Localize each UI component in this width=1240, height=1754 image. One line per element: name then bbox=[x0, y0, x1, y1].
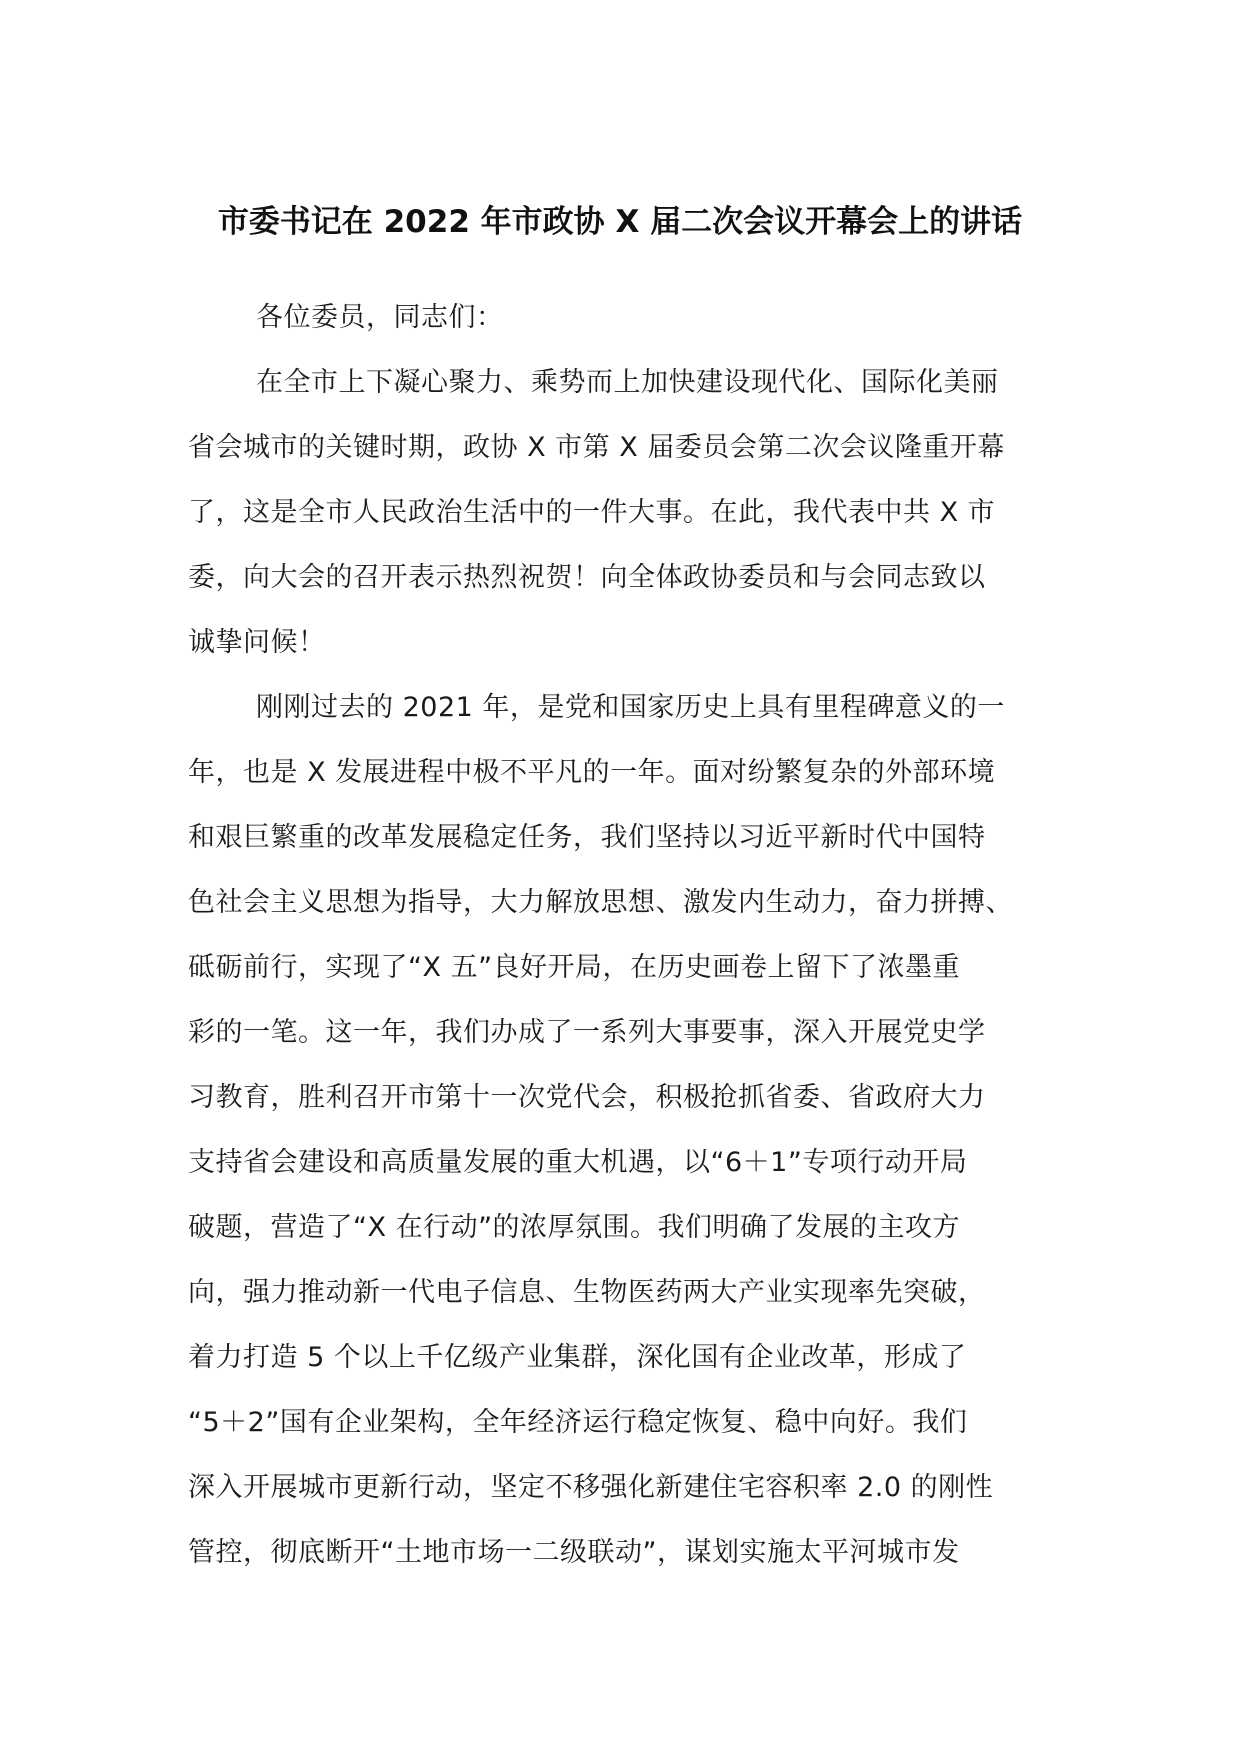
document-body bbox=[188, 285, 1058, 1585]
paragraph-line: 在全市上下凝心聚力、乘势而上加快建设现代化、国际化美丽 bbox=[256, 367, 999, 398]
paragraph-line: 深入开展城市更新行动，坚定不移强化新建住宅容积率 2.0 的刚性 bbox=[188, 1472, 994, 1503]
paragraph-line: 诚挚问候！ bbox=[188, 627, 326, 658]
paragraph-line: 年，也是 X 发展进程中极不平凡的一年。面对纷繁复杂的外部环境 bbox=[188, 757, 996, 788]
paragraph-line: 破题，营造了“X 在行动”的浓厚氛围。我们明确了发展的主攻方 bbox=[188, 1212, 961, 1243]
paragraph-line: “5＋2”国有企业架构，全年经济运行稳定恢复、稳中向好。我们 bbox=[188, 1407, 968, 1438]
paragraph-line: 色社会主义思想为指导，大力解放思想、激发内生动力，奋力拼搏、 bbox=[188, 887, 1013, 918]
paragraph-line: 支持省会建设和高质量发展的重大机遇，以“6＋1”专项行动开局 bbox=[188, 1147, 968, 1178]
paragraph-line: 着力打造 5 个以上千亿级产业集群，深化国有企业改革，形成了 bbox=[188, 1342, 967, 1373]
paragraph-line: 省会城市的关键时期，政协 X 市第 X 届委员会第二次会议隆重开幕 bbox=[188, 432, 1005, 463]
document-title: 市委书记在 2022 年市政协 X 届二次会议开幕会上的讲话 bbox=[217, 204, 1023, 240]
paragraph-line: 习教育，胜利召开市第十一次党代会，积极抢抓省委、省政府大力 bbox=[188, 1082, 986, 1113]
paragraph-line: 向，强力推动新一代电子信息、生物医药两大产业实现率先突破， bbox=[188, 1277, 986, 1308]
paragraph-line: 彩的一笔。这一年，我们办成了一系列大事要事，深入开展党史学 bbox=[188, 1017, 986, 1048]
paragraph-line: 了，这是全市人民政治生活中的一件大事。在此，我代表中共 X 市 bbox=[188, 497, 996, 528]
paragraph-line: 砥砺前行，实现了“X 五”良好开局，在历史画卷上留下了浓墨重 bbox=[188, 952, 961, 983]
paragraph-line: 和艰巨繁重的改革发展稳定任务，我们坚持以习近平新时代中国特 bbox=[188, 822, 986, 853]
salutation-line: 各位委员，同志们： bbox=[256, 302, 504, 333]
paragraph-line: 管控，彻底断开“土地市场一二级联动”，谋划实施太平河城市发 bbox=[188, 1537, 960, 1568]
paragraph-line: 委，向大会的召开表示热烈祝贺！向全体政协委员和与会同志致以 bbox=[188, 562, 986, 593]
paragraph-line: 刚刚过去的 2021 年，是党和国家历史上具有里程碑意义的一 bbox=[256, 692, 1005, 723]
